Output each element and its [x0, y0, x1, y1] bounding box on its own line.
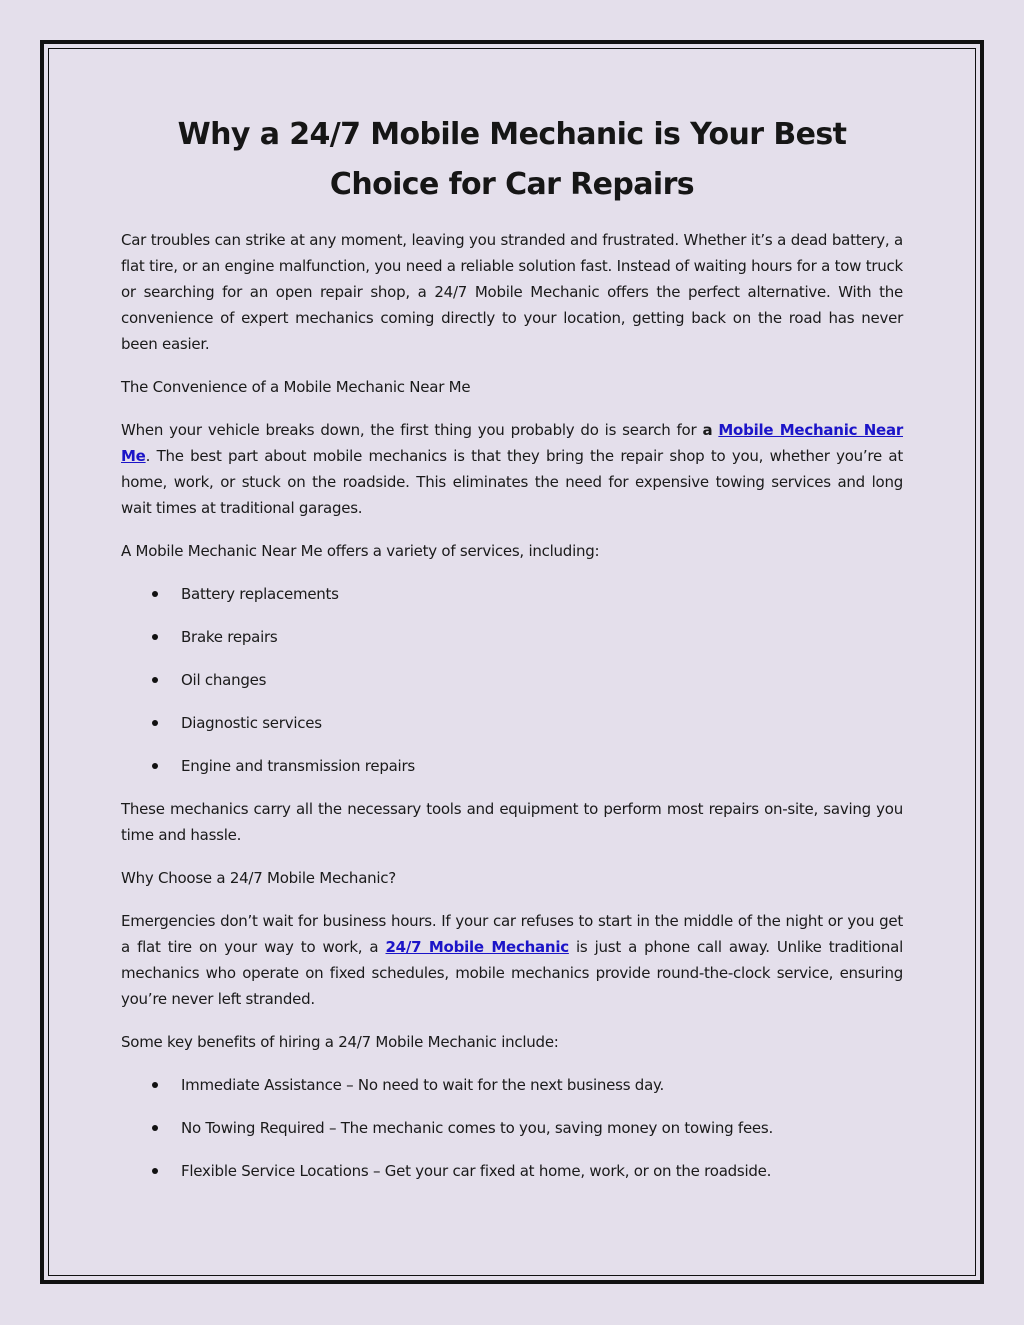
mobile-mechanic-near-me-link[interactable]: Mobile Mechanic Near Me	[121, 421, 903, 465]
document-title: Why a 24/7 Mobile Mechanic is Your Best Choice for Car Repairs	[177, 117, 847, 202]
tools-paragraph: These mechanics carry all the necessary tools and equipment to perform most repairs on-site, saving you time and hassle.	[121, 800, 903, 844]
list-item	[121, 624, 903, 650]
list-item-label: Diagnostic services	[181, 714, 322, 732]
bullet-icon	[152, 1125, 158, 1131]
list-item	[121, 581, 903, 607]
intro-paragraph: Car troubles can strike at any moment, leaving you stranded and frustrated. Whether it’s a dead battery, a flat tire, or an engine malfunction, you need a reliable solution fast. Instead of waiting hours for a tow truck or searching for an open repair shop, a 24/7 Mobile Mechanic offers the perfect alternative. With the convenience of expert mechanics coming directly to your location, getting back on the road has never been easier.	[121, 231, 903, 353]
convenience-text-before: When your vehicle breaks down, the first thing you probably do is search for	[121, 421, 703, 439]
bold-article: a	[702, 421, 713, 439]
list-item	[121, 753, 903, 779]
list-item	[121, 1072, 903, 1098]
bullet-icon	[152, 1168, 158, 1174]
convenience-paragraph	[121, 417, 903, 521]
list-item-label: Immediate Assistance – No need to wait for the next business day.	[181, 1076, 665, 1094]
bullet-icon	[152, 677, 158, 683]
list-item	[121, 1158, 903, 1184]
bullet-icon	[152, 763, 158, 769]
list-item	[121, 667, 903, 693]
section-heading-convenience: The Convenience of a Mobile Mechanic Near Me	[121, 378, 471, 396]
list-item-label: No Towing Required – The mechanic comes to you, saving money on towing fees.	[181, 1119, 773, 1137]
list-item	[121, 710, 903, 736]
list-item-label: Flexible Service Locations – Get your car fixed at home, work, or on the roadside.	[181, 1162, 772, 1180]
list-item-label: Oil changes	[181, 671, 267, 689]
list-item-label: Engine and transmission repairs	[181, 757, 415, 775]
bullet-icon	[152, 634, 158, 640]
services-list	[121, 581, 903, 779]
document-body	[121, 110, 903, 1201]
why-text-before: Emergencies don’t wait for business hours. If your car refuses to start in the middle of the night or you get a flat tire on your way to work, a	[121, 912, 903, 956]
services-intro: A Mobile Mechanic Near Me offers a variety of services, including:	[121, 542, 600, 560]
section-heading-why: Why Choose a 24/7 Mobile Mechanic?	[121, 869, 397, 887]
24-7-mobile-mechanic-link[interactable]: 24/7 Mobile Mechanic	[385, 938, 569, 956]
why-paragraph	[121, 908, 903, 1012]
benefits-list	[121, 1072, 903, 1184]
bullet-icon	[152, 1082, 158, 1088]
list-item	[121, 1115, 903, 1141]
bullet-icon	[152, 720, 158, 726]
benefits-intro: Some key benefits of hiring a 24/7 Mobile Mechanic include:	[121, 1033, 559, 1051]
list-item-label: Battery replacements	[181, 585, 339, 603]
bullet-icon	[152, 591, 158, 597]
convenience-text-after: . The best part about mobile mechanics is that they bring the repair shop to you, whether you’re at home, work, or stuck on the roadside. This eliminates the need for expensive towing services and long wait times at traditional garages.	[121, 447, 903, 517]
list-item-label: Brake repairs	[181, 628, 278, 646]
why-text-after: is just a phone call away. Unlike traditional mechanics who operate on fixed schedules, mobile mechanics provide round-the-clock service, ensuring you’re never left stranded.	[121, 938, 903, 1008]
